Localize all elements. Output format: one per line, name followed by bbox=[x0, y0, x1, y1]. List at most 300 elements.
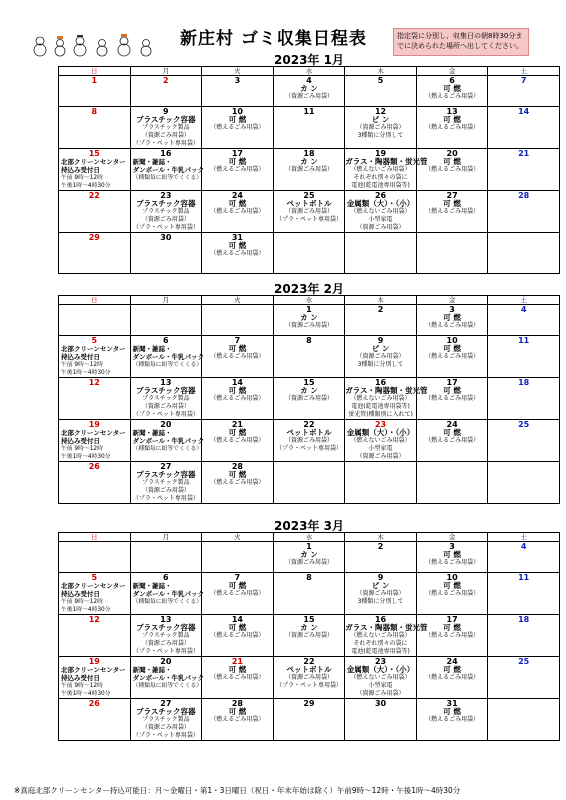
collection-item: （種類毎に紐等でくくる） bbox=[132, 683, 203, 689]
day-cell bbox=[488, 542, 560, 573]
collection-item: ダンボール・牛乳パック bbox=[132, 166, 204, 174]
day-cell bbox=[416, 699, 488, 741]
day-number: 30 bbox=[374, 699, 387, 708]
collection-item: （燃えるごみ用袋） bbox=[425, 559, 480, 566]
collection-item: 電池(乾電池専用袋等) bbox=[351, 648, 410, 655]
weekday-header: 木 bbox=[345, 533, 417, 542]
collection-item: ビ ン bbox=[371, 581, 390, 590]
collection-item: 小型家電 bbox=[368, 682, 393, 689]
collection-item: プラスチック容器 bbox=[136, 199, 196, 208]
day-cell bbox=[59, 573, 131, 615]
day-cell bbox=[488, 336, 560, 378]
collection-item: プラスチック製品 bbox=[142, 632, 190, 639]
day-number: 18 bbox=[518, 378, 530, 387]
day-cell bbox=[345, 191, 417, 233]
day-number: 14 bbox=[231, 615, 243, 624]
day-cell bbox=[488, 699, 560, 741]
day-cell bbox=[416, 573, 488, 615]
weekday-header: 水 bbox=[273, 67, 345, 76]
day-number: 9 bbox=[377, 573, 384, 582]
day-cell bbox=[416, 107, 488, 149]
collection-item: （燃えないごみ用袋） bbox=[350, 166, 411, 173]
day-number: 1 bbox=[306, 305, 312, 314]
collection-item: プラスチック製品 bbox=[142, 479, 190, 486]
collection-item: プラスチック容器 bbox=[136, 623, 196, 632]
day-number: 13 bbox=[160, 615, 172, 624]
day-cell bbox=[345, 305, 417, 336]
day-cell bbox=[416, 191, 488, 233]
weekday-header: 月 bbox=[130, 296, 202, 305]
collection-item: （資源ごみ用袋） bbox=[284, 93, 333, 100]
collection-item: プラスチック製品 bbox=[142, 124, 190, 131]
day-cell bbox=[202, 149, 274, 191]
weekday-header: 火 bbox=[202, 296, 274, 305]
day-cell bbox=[59, 657, 131, 699]
collection-item: （燃えるごみ用袋） bbox=[210, 479, 265, 486]
collection-item: （プラ・ペット専用袋） bbox=[132, 411, 199, 418]
collection-item: プラスチック製品 bbox=[142, 716, 190, 723]
week-row bbox=[59, 657, 560, 699]
collection-item: （種類毎に紐等でくくる） bbox=[132, 362, 203, 368]
collection-item: 新聞・雑誌・ bbox=[132, 429, 172, 437]
collection-item: （資源ごみ用袋） bbox=[284, 208, 333, 215]
day-number: 14 bbox=[231, 378, 243, 387]
day-number: 26 bbox=[374, 191, 387, 200]
collection-item: 持込み受付日 bbox=[61, 437, 100, 445]
collection-item: 可 燃 bbox=[443, 313, 461, 322]
day-number: 21 bbox=[231, 420, 243, 429]
collection-item: 可 燃 bbox=[443, 428, 461, 437]
day-number: 18 bbox=[518, 615, 530, 624]
collection-item: カ ン bbox=[300, 623, 318, 632]
collection-item: （燃えるごみ用袋） bbox=[425, 674, 480, 681]
day-cell bbox=[130, 699, 202, 741]
day-cell bbox=[202, 699, 274, 741]
collection-item: プラスチック容器 bbox=[136, 115, 196, 124]
collection-item: （種類毎に紐等でくくる） bbox=[132, 446, 203, 452]
day-cell bbox=[59, 107, 131, 149]
day-cell bbox=[345, 657, 417, 699]
day-number: 16 bbox=[160, 149, 172, 158]
week-row bbox=[59, 542, 560, 573]
collection-item: （燃えるごみ用袋） bbox=[425, 322, 480, 329]
day-number: 30 bbox=[160, 233, 172, 242]
day-number: 26 bbox=[88, 699, 100, 708]
day-number: 17 bbox=[446, 615, 458, 624]
day-cell bbox=[202, 233, 274, 274]
day-number: 19 bbox=[88, 420, 100, 429]
day-cell bbox=[488, 657, 560, 699]
collection-item: ダンボール・牛乳パック bbox=[132, 590, 204, 598]
collection-item: 金属類（大）・（小） bbox=[346, 428, 415, 437]
collection-item: （資源ごみ用袋） bbox=[284, 437, 333, 444]
day-number: 1 bbox=[91, 76, 98, 85]
collection-item: （資源ごみ用袋） bbox=[356, 124, 405, 131]
collection-item: 北部クリーンセンター bbox=[61, 666, 126, 674]
week-row bbox=[59, 573, 560, 615]
collection-item: （燃えるごみ用袋） bbox=[425, 716, 480, 723]
day-cell bbox=[273, 462, 345, 504]
collection-item: ガラス・陶器類・蛍光管 bbox=[345, 386, 428, 395]
collection-item: （燃えるごみ用袋） bbox=[210, 250, 265, 257]
day-number bbox=[131, 305, 202, 314]
day-number: 27 bbox=[160, 699, 172, 708]
day-number: 21 bbox=[231, 657, 243, 666]
day-cell bbox=[416, 462, 488, 504]
collection-item: （資源ごみ用袋） bbox=[284, 395, 333, 402]
collection-item: （プラ・ペット専用袋） bbox=[132, 648, 199, 655]
day-number: 1 bbox=[306, 542, 312, 551]
collection-item: 可 燃 bbox=[228, 428, 247, 437]
day-number: 2 bbox=[163, 76, 169, 85]
weekday-header: 月 bbox=[130, 533, 202, 542]
day-cell bbox=[59, 420, 131, 462]
collection-item: （資源ごみ用袋） bbox=[141, 724, 190, 731]
day-number: 3 bbox=[449, 542, 455, 551]
day-cell bbox=[202, 573, 274, 615]
collection-item: （資源ごみ用袋） bbox=[356, 590, 405, 597]
day-cell bbox=[416, 420, 488, 462]
collection-item: 小型家電 bbox=[368, 216, 393, 223]
day-number: 14 bbox=[518, 107, 530, 116]
weekday-header: 月 bbox=[130, 67, 202, 76]
collection-item: 可 燃 bbox=[443, 344, 461, 353]
collection-item: 可 燃 bbox=[228, 665, 247, 674]
day-cell bbox=[273, 305, 345, 336]
collection-item: （燃えるごみ用袋） bbox=[425, 395, 480, 402]
day-cell bbox=[416, 336, 488, 378]
day-cell bbox=[345, 573, 417, 615]
day-cell bbox=[202, 420, 274, 462]
day-number: 16 bbox=[374, 615, 387, 624]
collection-item: 可 燃 bbox=[443, 623, 461, 632]
week-row bbox=[59, 699, 560, 741]
day-number: 25 bbox=[303, 191, 315, 200]
day-cell bbox=[130, 378, 202, 420]
day-number: 4 bbox=[520, 305, 527, 314]
day-number: 4 bbox=[520, 542, 527, 551]
day-number: 2 bbox=[377, 305, 384, 314]
collection-item: （資源ごみ用袋） bbox=[356, 453, 405, 460]
day-number: 5 bbox=[91, 573, 98, 582]
collection-item: 可 燃 bbox=[228, 115, 247, 124]
collection-item: 可 燃 bbox=[228, 386, 247, 395]
collection-item: 可 燃 bbox=[443, 115, 461, 124]
day-cell bbox=[130, 76, 202, 107]
day-cell bbox=[130, 420, 202, 462]
day-number: 6 bbox=[163, 573, 169, 582]
collection-item: 可 燃 bbox=[443, 707, 461, 716]
day-number: 7 bbox=[234, 336, 241, 345]
collection-item: 電池(乾電池専用袋等) bbox=[351, 403, 410, 410]
day-cell bbox=[345, 149, 428, 191]
weekday-header: 木 bbox=[345, 296, 417, 305]
day-number: 11 bbox=[518, 573, 530, 582]
collection-item: 可 燃 bbox=[228, 199, 247, 208]
day-number: 3 bbox=[449, 305, 455, 314]
month-block bbox=[58, 520, 560, 741]
day-cell bbox=[416, 378, 488, 420]
day-cell bbox=[130, 336, 202, 378]
weekday-header: 金 bbox=[416, 533, 488, 542]
collection-item: （資源ごみ用袋） bbox=[356, 224, 405, 231]
day-number: 22 bbox=[303, 420, 315, 429]
collection-item: ペットボトル bbox=[286, 428, 332, 437]
day-cell bbox=[202, 462, 274, 504]
collection-item: 可 燃 bbox=[228, 241, 247, 250]
day-cell bbox=[273, 615, 345, 657]
collection-item: 新聞・雑誌・ bbox=[132, 345, 172, 353]
collection-item: （資源ごみ用袋） bbox=[141, 640, 190, 647]
page-title: 新庄村 ゴミ収集日程表 bbox=[180, 29, 367, 49]
collection-item: 持込み受付日 bbox=[61, 674, 100, 682]
day-cell bbox=[488, 149, 560, 191]
weekday-header: 火 bbox=[202, 533, 274, 542]
collection-item: プラスチック製品 bbox=[142, 208, 190, 215]
collection-item: 可 燃 bbox=[443, 199, 461, 208]
day-cell bbox=[130, 233, 202, 274]
collection-item: （プラ・ペット専用袋） bbox=[275, 216, 342, 223]
day-number: 22 bbox=[303, 657, 315, 666]
collection-item: 可 燃 bbox=[228, 470, 247, 479]
day-cell bbox=[345, 699, 417, 741]
day-cell bbox=[59, 542, 131, 573]
day-number: 29 bbox=[303, 699, 315, 708]
day-cell bbox=[273, 420, 345, 462]
day-number: 25 bbox=[518, 657, 530, 666]
day-cell bbox=[59, 336, 131, 378]
day-number bbox=[59, 542, 130, 551]
day-number bbox=[417, 462, 488, 471]
weekday-header: 水 bbox=[273, 296, 345, 305]
day-number: 28 bbox=[231, 462, 243, 471]
collection-item: カ ン bbox=[300, 313, 318, 322]
week-row bbox=[59, 378, 560, 420]
day-cell bbox=[130, 107, 202, 149]
collection-item: （燃えるごみ用袋） bbox=[425, 93, 480, 100]
day-number: 19 bbox=[88, 657, 100, 666]
collection-item: 午前 9時～12時 bbox=[61, 362, 103, 368]
collection-notice: 指定袋に分別し、収集日の朝8時30分までに決められた場所へ出してください。 bbox=[393, 28, 529, 56]
day-number: 7 bbox=[520, 76, 527, 85]
collection-item: 金属類（大）・（小） bbox=[346, 199, 415, 208]
day-cell bbox=[416, 233, 488, 274]
day-number bbox=[131, 542, 202, 551]
calendar-table bbox=[58, 295, 560, 504]
collection-item: （種類毎に紐等でくくる） bbox=[132, 175, 203, 181]
collection-item: 可 燃 bbox=[443, 581, 461, 590]
day-cell bbox=[202, 657, 274, 699]
day-number: 19 bbox=[374, 149, 387, 158]
day-number: 15 bbox=[303, 378, 315, 387]
day-cell bbox=[273, 378, 345, 420]
weekday-header: 金 bbox=[416, 296, 488, 305]
day-number bbox=[488, 699, 559, 708]
day-number: 11 bbox=[303, 107, 315, 116]
day-number bbox=[488, 233, 559, 242]
collection-item: ビ ン bbox=[371, 115, 390, 124]
collection-item: ガラス・陶器類・蛍光管 bbox=[345, 157, 428, 166]
collection-item: 3種類に分別して bbox=[357, 361, 404, 368]
week-row bbox=[59, 149, 560, 191]
day-cell bbox=[488, 191, 560, 233]
day-cell bbox=[488, 462, 560, 504]
collection-item: 北部クリーンセンター bbox=[61, 345, 126, 353]
weekday-header: 土 bbox=[488, 533, 560, 542]
collection-item: （プラ・ペット専用袋） bbox=[275, 682, 342, 689]
collection-item: 小型家電 bbox=[368, 445, 393, 452]
day-number: 13 bbox=[446, 107, 458, 116]
collection-item: ダンボール・牛乳パック bbox=[132, 674, 204, 682]
collection-item: （燃えるごみ用袋） bbox=[210, 353, 265, 360]
collection-item: ダンボール・牛乳パック bbox=[132, 437, 204, 445]
day-number: 27 bbox=[160, 462, 172, 471]
collection-item: 可 燃 bbox=[228, 157, 247, 166]
day-number: 24 bbox=[231, 191, 243, 200]
day-cell bbox=[345, 420, 417, 462]
day-number: 22 bbox=[88, 191, 100, 200]
day-cell bbox=[273, 699, 345, 741]
collection-item: それぞれ別々の袋に bbox=[353, 174, 408, 181]
day-number: 24 bbox=[446, 420, 458, 429]
collection-item: カ ン bbox=[300, 84, 318, 93]
day-number: 20 bbox=[160, 420, 172, 429]
day-cell bbox=[416, 615, 488, 657]
collection-item: 蛍光管(種類別に入れて) bbox=[348, 411, 413, 418]
day-number bbox=[59, 305, 130, 314]
collection-item: （燃えないごみ用袋） bbox=[350, 437, 411, 444]
collection-item: （燃えないごみ用袋） bbox=[350, 632, 411, 639]
collection-item: （燃えるごみ用袋） bbox=[210, 632, 265, 639]
day-cell bbox=[130, 657, 202, 699]
day-number: 18 bbox=[303, 149, 315, 158]
calendar-table bbox=[58, 66, 560, 274]
collection-item: ビ ン bbox=[371, 344, 390, 353]
day-cell bbox=[130, 615, 202, 657]
day-number bbox=[345, 233, 416, 242]
day-number: 9 bbox=[163, 107, 169, 116]
collection-item: （燃えるごみ用袋） bbox=[425, 590, 480, 597]
collection-item: （燃えるごみ用袋） bbox=[425, 632, 480, 639]
day-number: 8 bbox=[306, 336, 312, 345]
day-number: 6 bbox=[163, 336, 169, 345]
collection-item: （種類毎に紐等でくくる） bbox=[132, 599, 203, 605]
day-cell bbox=[130, 305, 202, 336]
footer-note: ※真庭北部クリーンセンター持込可能日：月～金曜日・第1・3日曜日（祝日・年末年始は除く）午前9時～12時・午後1時～4時30分 bbox=[14, 786, 461, 795]
collection-item: 午後1時～4時30分 bbox=[61, 691, 111, 697]
collection-item: （燃えるごみ用袋） bbox=[425, 208, 480, 215]
collection-item: 可 燃 bbox=[443, 386, 461, 395]
collection-item: それぞれ別々の袋に bbox=[353, 640, 408, 647]
day-number: 17 bbox=[446, 378, 458, 387]
collection-item: 新聞・雑誌・ bbox=[132, 158, 172, 166]
day-cell bbox=[59, 462, 131, 504]
day-cell bbox=[59, 233, 131, 274]
day-cell bbox=[130, 542, 202, 573]
collection-item: （燃えるごみ用袋） bbox=[210, 166, 265, 173]
month-block bbox=[58, 54, 560, 274]
day-number: 11 bbox=[518, 336, 530, 345]
day-number: 12 bbox=[88, 615, 100, 624]
month-title: 2023年 3月 bbox=[274, 519, 344, 533]
collection-item: （燃えないごみ用袋） bbox=[350, 395, 411, 402]
day-number: 27 bbox=[446, 191, 458, 200]
day-number: 31 bbox=[446, 699, 458, 708]
collection-item: カ ン bbox=[300, 550, 318, 559]
day-number: 23 bbox=[374, 657, 387, 666]
collection-item: 可 燃 bbox=[443, 157, 461, 166]
day-cell bbox=[273, 107, 345, 149]
day-cell bbox=[345, 76, 417, 107]
day-cell bbox=[345, 542, 417, 573]
day-cell bbox=[202, 305, 274, 336]
day-cell bbox=[488, 420, 560, 462]
day-cell bbox=[416, 657, 488, 699]
collection-item: （燃えないごみ用袋） bbox=[350, 208, 411, 215]
day-cell bbox=[273, 233, 345, 274]
collection-item: 午前 9時～12時 bbox=[61, 599, 103, 605]
day-cell bbox=[273, 76, 345, 107]
day-cell bbox=[130, 191, 202, 233]
collection-item: カ ン bbox=[300, 386, 318, 395]
day-cell bbox=[488, 378, 560, 420]
day-cell bbox=[202, 76, 274, 107]
day-cell bbox=[273, 573, 345, 615]
collection-item: 午前 9時～12時 bbox=[61, 446, 103, 452]
day-cell bbox=[488, 573, 560, 615]
collection-item: プラスチック容器 bbox=[136, 470, 196, 479]
day-number: 15 bbox=[88, 149, 100, 158]
day-number bbox=[202, 542, 273, 551]
day-cell bbox=[488, 615, 560, 657]
collection-item: 可 燃 bbox=[228, 623, 247, 632]
collection-item: 北部クリーンセンター bbox=[61, 582, 126, 590]
day-cell bbox=[130, 462, 202, 504]
day-cell bbox=[488, 305, 560, 336]
day-cell bbox=[488, 76, 560, 107]
day-cell bbox=[202, 615, 274, 657]
day-cell bbox=[273, 336, 345, 378]
day-number: 28 bbox=[518, 191, 530, 200]
day-cell bbox=[202, 378, 274, 420]
collection-item: 新聞・雑誌・ bbox=[132, 582, 172, 590]
day-number: 23 bbox=[374, 420, 387, 429]
calendar-table bbox=[58, 532, 560, 741]
collection-item: （燃えるごみ用袋） bbox=[210, 674, 265, 681]
day-number: 8 bbox=[306, 573, 312, 582]
day-number bbox=[274, 462, 345, 471]
collection-item: 可 燃 bbox=[443, 84, 461, 93]
collection-item: （資源ごみ用袋） bbox=[356, 353, 405, 360]
collection-item: ガラス・陶器類・蛍光管 bbox=[345, 623, 428, 632]
collection-item: 午前 9時～12時 bbox=[61, 175, 103, 181]
collection-item: （燃えるごみ用袋） bbox=[210, 590, 265, 597]
day-number bbox=[345, 462, 416, 471]
day-cell bbox=[416, 76, 488, 107]
collection-item: カ ン bbox=[300, 157, 318, 166]
collection-item: （資源ごみ用袋） bbox=[141, 403, 190, 410]
day-number: 26 bbox=[88, 462, 100, 471]
collection-item: 午後1時～4時30分 bbox=[61, 183, 111, 189]
week-row bbox=[59, 76, 560, 107]
day-number: 12 bbox=[88, 378, 100, 387]
collection-item: 可 燃 bbox=[228, 344, 247, 353]
day-cell bbox=[59, 378, 131, 420]
collection-item: （燃えるごみ用袋） bbox=[210, 716, 265, 723]
collection-item: 午後1時～4時30分 bbox=[61, 454, 111, 460]
week-row bbox=[59, 462, 560, 504]
week-row bbox=[59, 615, 560, 657]
